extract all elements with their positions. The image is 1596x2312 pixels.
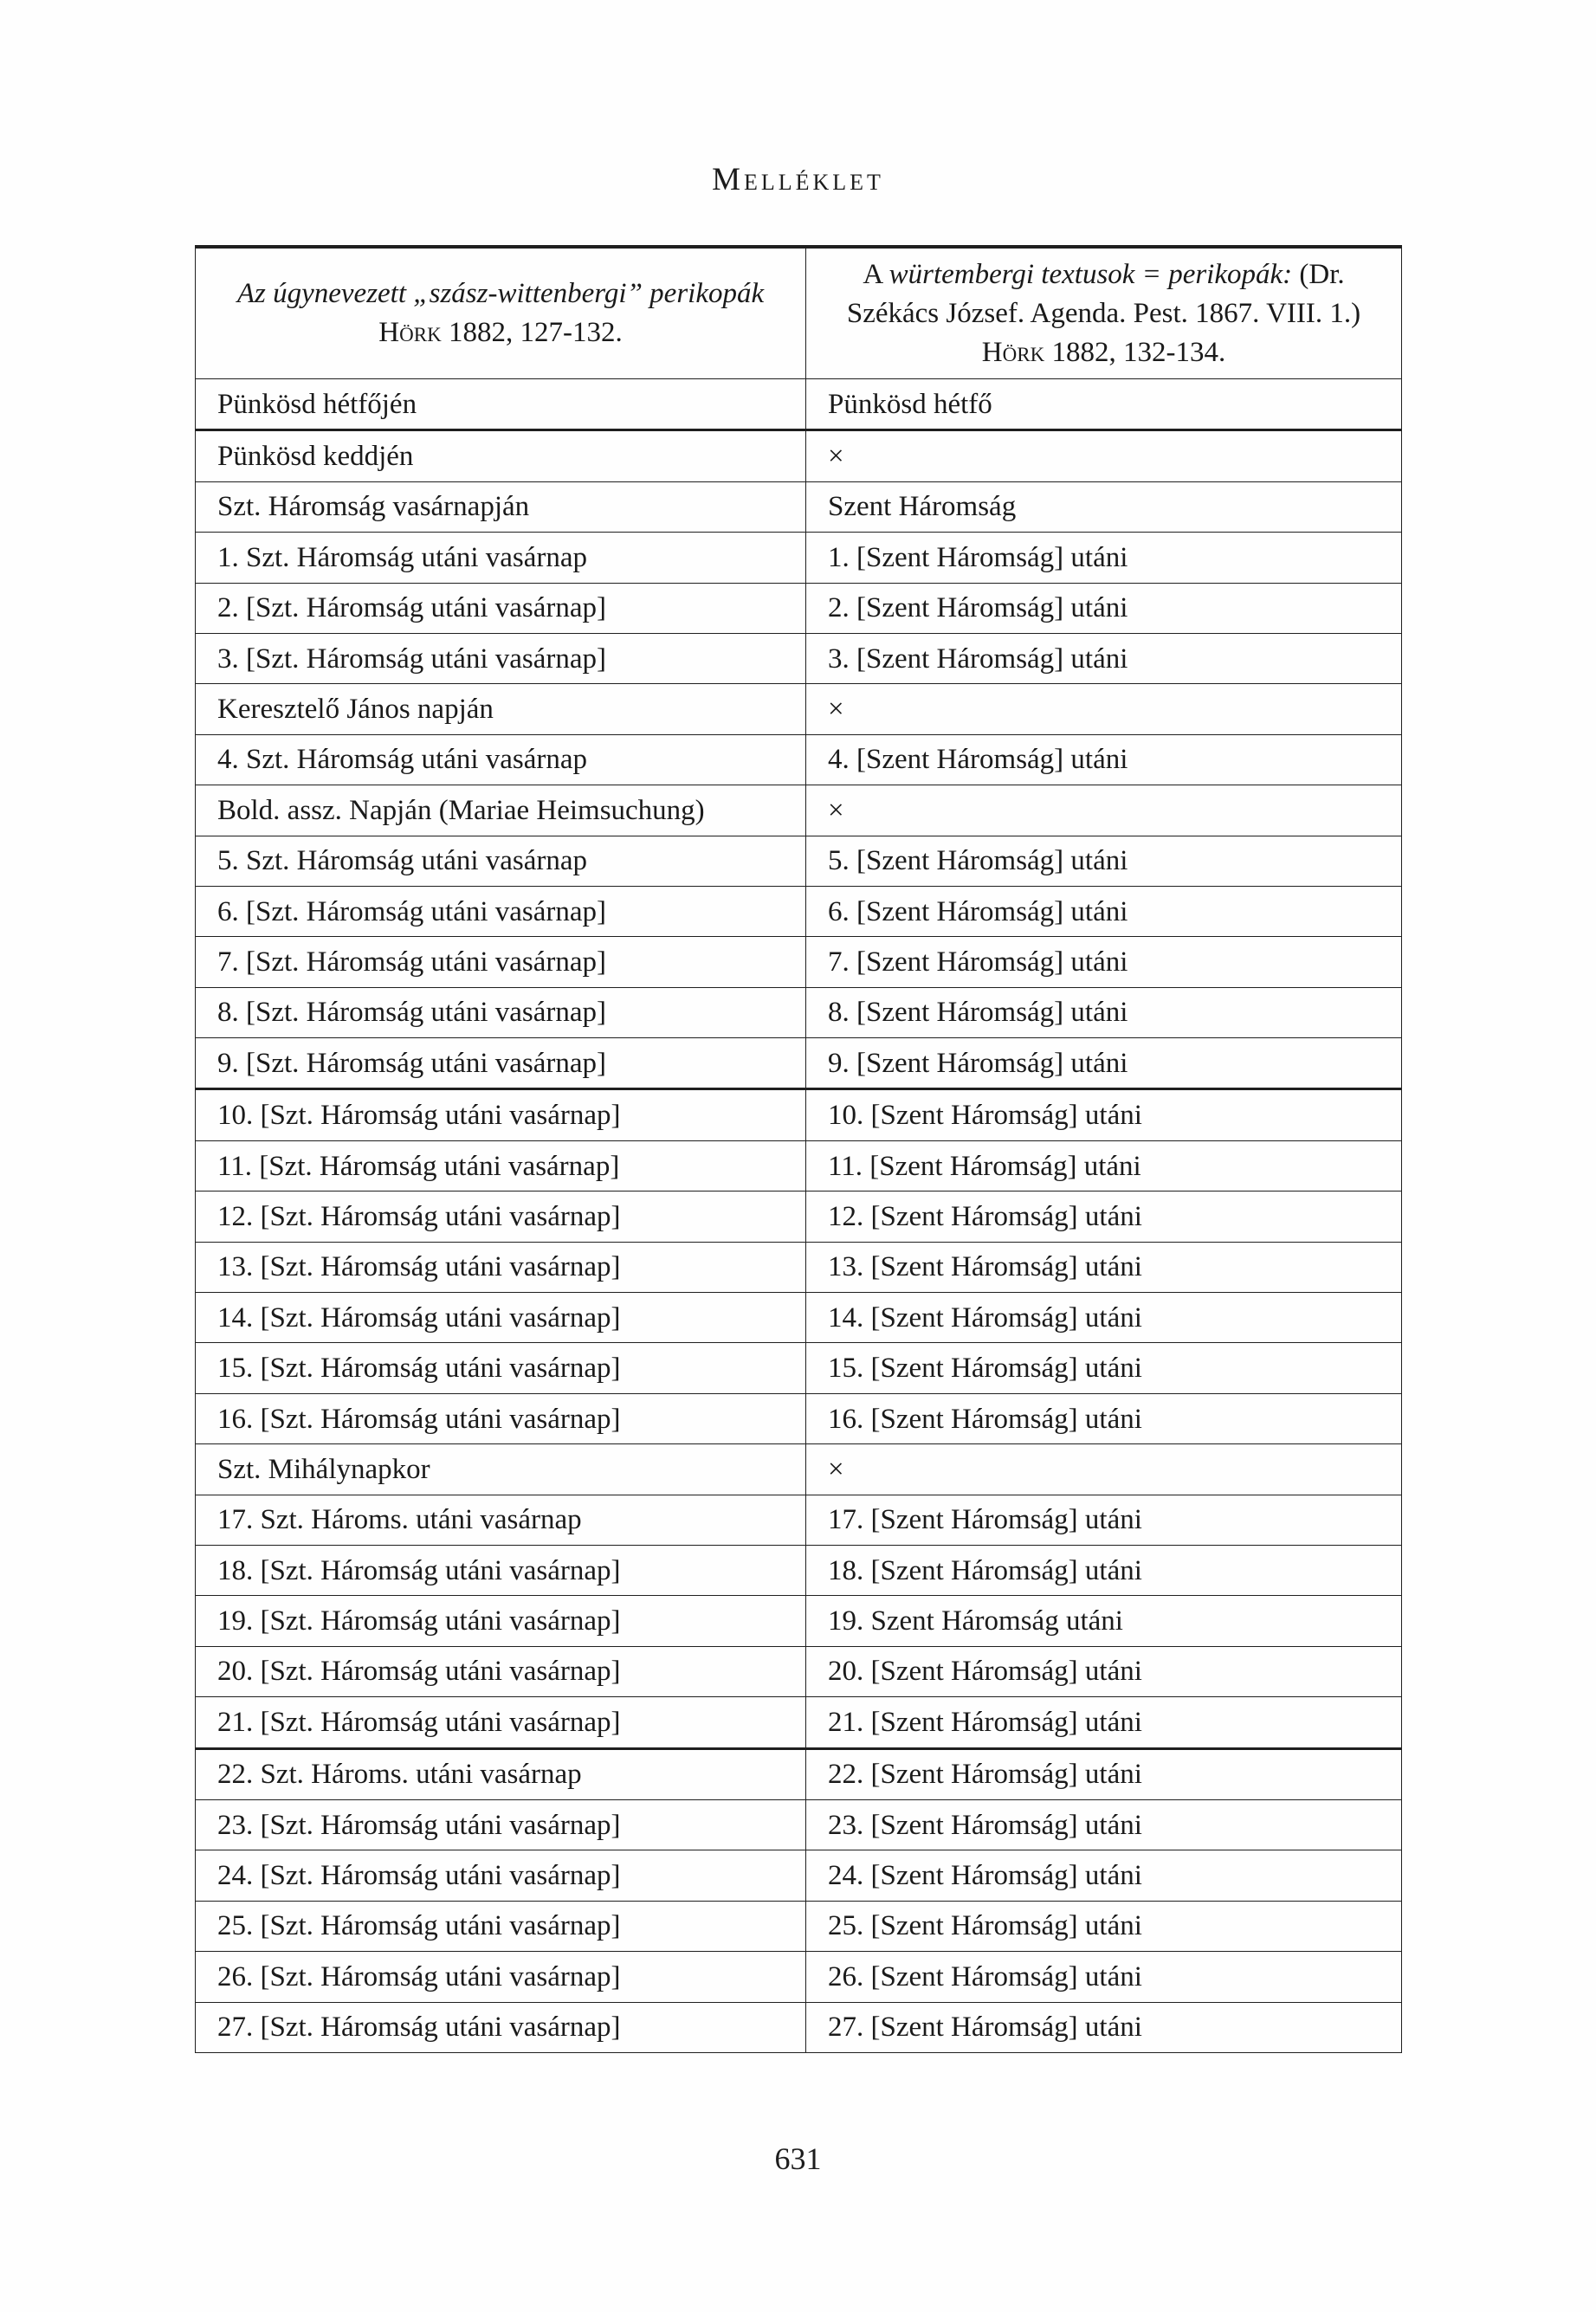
- header-right-citation: Hörk 1882, 132-134.: [981, 336, 1226, 368]
- table-row: [196, 1799, 1402, 1850]
- table-header-right: [806, 247, 1402, 379]
- table-cell-left: 14. [Szt. Háromság utáni vasárnap]: [196, 1293, 806, 1343]
- table-cell-left: 3. [Szt. Háromság utáni vasárnap]: [196, 633, 806, 683]
- table-cell-right: Szent Háromság: [806, 481, 1402, 532]
- table-cell-right: 26. [Szent Háromság] utáni: [806, 1952, 1402, 2002]
- table-cell-right: 4. [Szent Háromság] utáni: [806, 734, 1402, 785]
- table-cell-left: 17. Szt. Hároms. utáni vasárnap: [196, 1495, 806, 1545]
- table-cell-right: 5. [Szent Háromság] utáni: [806, 836, 1402, 886]
- table-cell-right: ×: [806, 1444, 1402, 1495]
- table-header-row: [196, 247, 1402, 379]
- table-cell-left: 8. [Szt. Háromság utáni vasárnap]: [196, 987, 806, 1037]
- table-cell-left: 6. [Szt. Háromság utáni vasárnap]: [196, 886, 806, 936]
- table-cell-left: 7. [Szt. Háromság utáni vasárnap]: [196, 937, 806, 987]
- table-row: [196, 2002, 1402, 2052]
- table-row: [196, 1038, 1402, 1089]
- table-cell-right: 13. [Szent Háromság] utáni: [806, 1242, 1402, 1292]
- table-row: [196, 1697, 1402, 1748]
- table-cell-right: 19. Szent Háromság utáni: [806, 1596, 1402, 1646]
- table-cell-left: 10. [Szt. Háromság utáni vasárnap]: [196, 1089, 806, 1140]
- table-row: [196, 481, 1402, 532]
- table-row: [196, 1545, 1402, 1595]
- table-cell-right: Pünkösd hétfő: [806, 379, 1402, 430]
- page-title: Melléklet: [712, 162, 884, 197]
- table-row: [196, 785, 1402, 836]
- table-cell-right: ×: [806, 430, 1402, 481]
- table-cell-left: 25. [Szt. Háromság utáni vasárnap]: [196, 1901, 806, 1951]
- table-row: [196, 1242, 1402, 1292]
- header-left-citation: Hörk 1882, 127-132.: [378, 317, 623, 348]
- table-row: [196, 583, 1402, 633]
- table-cell-right: 3. [Szent Háromság] utáni: [806, 633, 1402, 683]
- table-cell-right: 20. [Szent Háromság] utáni: [806, 1646, 1402, 1696]
- table-cell-left: Pünkösd keddjén: [196, 430, 806, 481]
- table-row: [196, 987, 1402, 1037]
- table-cell-left: 15. [Szt. Háromság utáni vasárnap]: [196, 1343, 806, 1393]
- table-row: [196, 886, 1402, 936]
- table-row: [196, 1646, 1402, 1696]
- table-row: [196, 684, 1402, 734]
- table-cell-left: 5. Szt. Háromság utáni vasárnap: [196, 836, 806, 886]
- table-cell-left: 9. [Szt. Háromság utáni vasárnap]: [196, 1038, 806, 1089]
- table-row: [196, 836, 1402, 886]
- table-row: [196, 1343, 1402, 1393]
- table-cell-right: 1. [Szent Háromság] utáni: [806, 533, 1402, 583]
- table-cell-left: 11. [Szt. Háromság utáni vasárnap]: [196, 1140, 806, 1191]
- header-right-title: A würtembergi textusok = perikopák: (Dr. Székács József. Agenda. Pest. 1867. VIII. 1.): [846, 258, 1361, 329]
- table-cell-right: 7. [Szent Háromság] utáni: [806, 937, 1402, 987]
- table-header-left: [196, 247, 806, 379]
- table-row: [196, 1393, 1402, 1443]
- table-cell-left: 2. [Szt. Háromság utáni vasárnap]: [196, 583, 806, 633]
- pericope-table: [195, 245, 1402, 2053]
- table-cell-right: 18. [Szent Háromság] utáni: [806, 1545, 1402, 1595]
- table-row: [196, 1140, 1402, 1191]
- table-cell-right: 14. [Szent Háromság] utáni: [806, 1293, 1402, 1343]
- table-row: [196, 379, 1402, 430]
- table-row: [196, 1192, 1402, 1242]
- table-row: [196, 1952, 1402, 2002]
- table-row: [196, 1901, 1402, 1951]
- table-cell-left: 19. [Szt. Háromság utáni vasárnap]: [196, 1596, 806, 1646]
- table-cell-left: 16. [Szt. Háromság utáni vasárnap]: [196, 1393, 806, 1443]
- table-cell-left: Pünkösd hétfőjén: [196, 379, 806, 430]
- table-cell-right: 15. [Szent Háromság] utáni: [806, 1343, 1402, 1393]
- table-cell-right: 27. [Szent Háromság] utáni: [806, 2002, 1402, 2052]
- table-cell-right: 25. [Szent Háromság] utáni: [806, 1901, 1402, 1951]
- table-cell-right: 16. [Szent Háromság] utáni: [806, 1393, 1402, 1443]
- table-cell-right: ×: [806, 785, 1402, 836]
- table-cell-left: 20. [Szt. Háromság utáni vasárnap]: [196, 1646, 806, 1696]
- table-row: [196, 1293, 1402, 1343]
- table-row: [196, 1596, 1402, 1646]
- table-cell-right: 12. [Szent Háromság] utáni: [806, 1192, 1402, 1242]
- table-cell-left: Szt. Mihálynapkor: [196, 1444, 806, 1495]
- table-cell-left: 18. [Szt. Háromság utáni vasárnap]: [196, 1545, 806, 1595]
- table-cell-right: 21. [Szent Háromság] utáni: [806, 1697, 1402, 1748]
- table-row: [196, 1089, 1402, 1140]
- table-cell-right: ×: [806, 684, 1402, 734]
- table-cell-right: 9. [Szent Háromság] utáni: [806, 1038, 1402, 1089]
- table-cell-right: 24. [Szent Háromság] utáni: [806, 1850, 1402, 1901]
- table-cell-left: Keresztelő János napján: [196, 684, 806, 734]
- table-row: [196, 1444, 1402, 1495]
- table-cell-right: 17. [Szent Háromság] utáni: [806, 1495, 1402, 1545]
- table-cell-left: 22. Szt. Hároms. utáni vasárnap: [196, 1748, 806, 1799]
- page-number: 631: [774, 2141, 822, 2176]
- table-cell-right: 8. [Szent Háromság] utáni: [806, 987, 1402, 1037]
- table-cell-left: 24. [Szt. Háromság utáni vasárnap]: [196, 1850, 806, 1901]
- table-cell-left: 21. [Szt. Háromság utáni vasárnap]: [196, 1697, 806, 1748]
- table-cell-left: Bold. assz. Napján (Mariae Heimsuchung): [196, 785, 806, 836]
- table-row: [196, 1495, 1402, 1545]
- table-row: [196, 533, 1402, 583]
- table-cell-right: 11. [Szent Háromság] utáni: [806, 1140, 1402, 1191]
- table-cell-left: 12. [Szt. Háromság utáni vasárnap]: [196, 1192, 806, 1242]
- table-cell-right: 10. [Szent Háromság] utáni: [806, 1089, 1402, 1140]
- table-cell-right: 22. [Szent Háromság] utáni: [806, 1748, 1402, 1799]
- table-cell-right: 6. [Szent Háromság] utáni: [806, 886, 1402, 936]
- table-cell-left: 23. [Szt. Háromság utáni vasárnap]: [196, 1799, 806, 1850]
- table-cell-left: 26. [Szt. Háromság utáni vasárnap]: [196, 1952, 806, 2002]
- table-cell-left: 4. Szt. Háromság utáni vasárnap: [196, 734, 806, 785]
- table-cell-left: 27. [Szt. Háromság utáni vasárnap]: [196, 2002, 806, 2052]
- table-row: [196, 1748, 1402, 1799]
- header-left-title: Az úgynevezett „szász-wittenbergi” perikopák: [236, 278, 765, 309]
- table-cell-right: 23. [Szent Háromság] utáni: [806, 1799, 1402, 1850]
- table-row: [196, 937, 1402, 987]
- table-body: [196, 379, 1402, 2053]
- table-cell-left: 13. [Szt. Háromság utáni vasárnap]: [196, 1242, 806, 1292]
- table-cell-left: Szt. Háromság vasárnapján: [196, 481, 806, 532]
- table-cell-left: 1. Szt. Háromság utáni vasárnap: [196, 533, 806, 583]
- table-row: [196, 734, 1402, 785]
- table-row: [196, 633, 1402, 683]
- table-cell-right: 2. [Szent Háromság] utáni: [806, 583, 1402, 633]
- table-row: [196, 1850, 1402, 1901]
- table-row: [196, 430, 1402, 481]
